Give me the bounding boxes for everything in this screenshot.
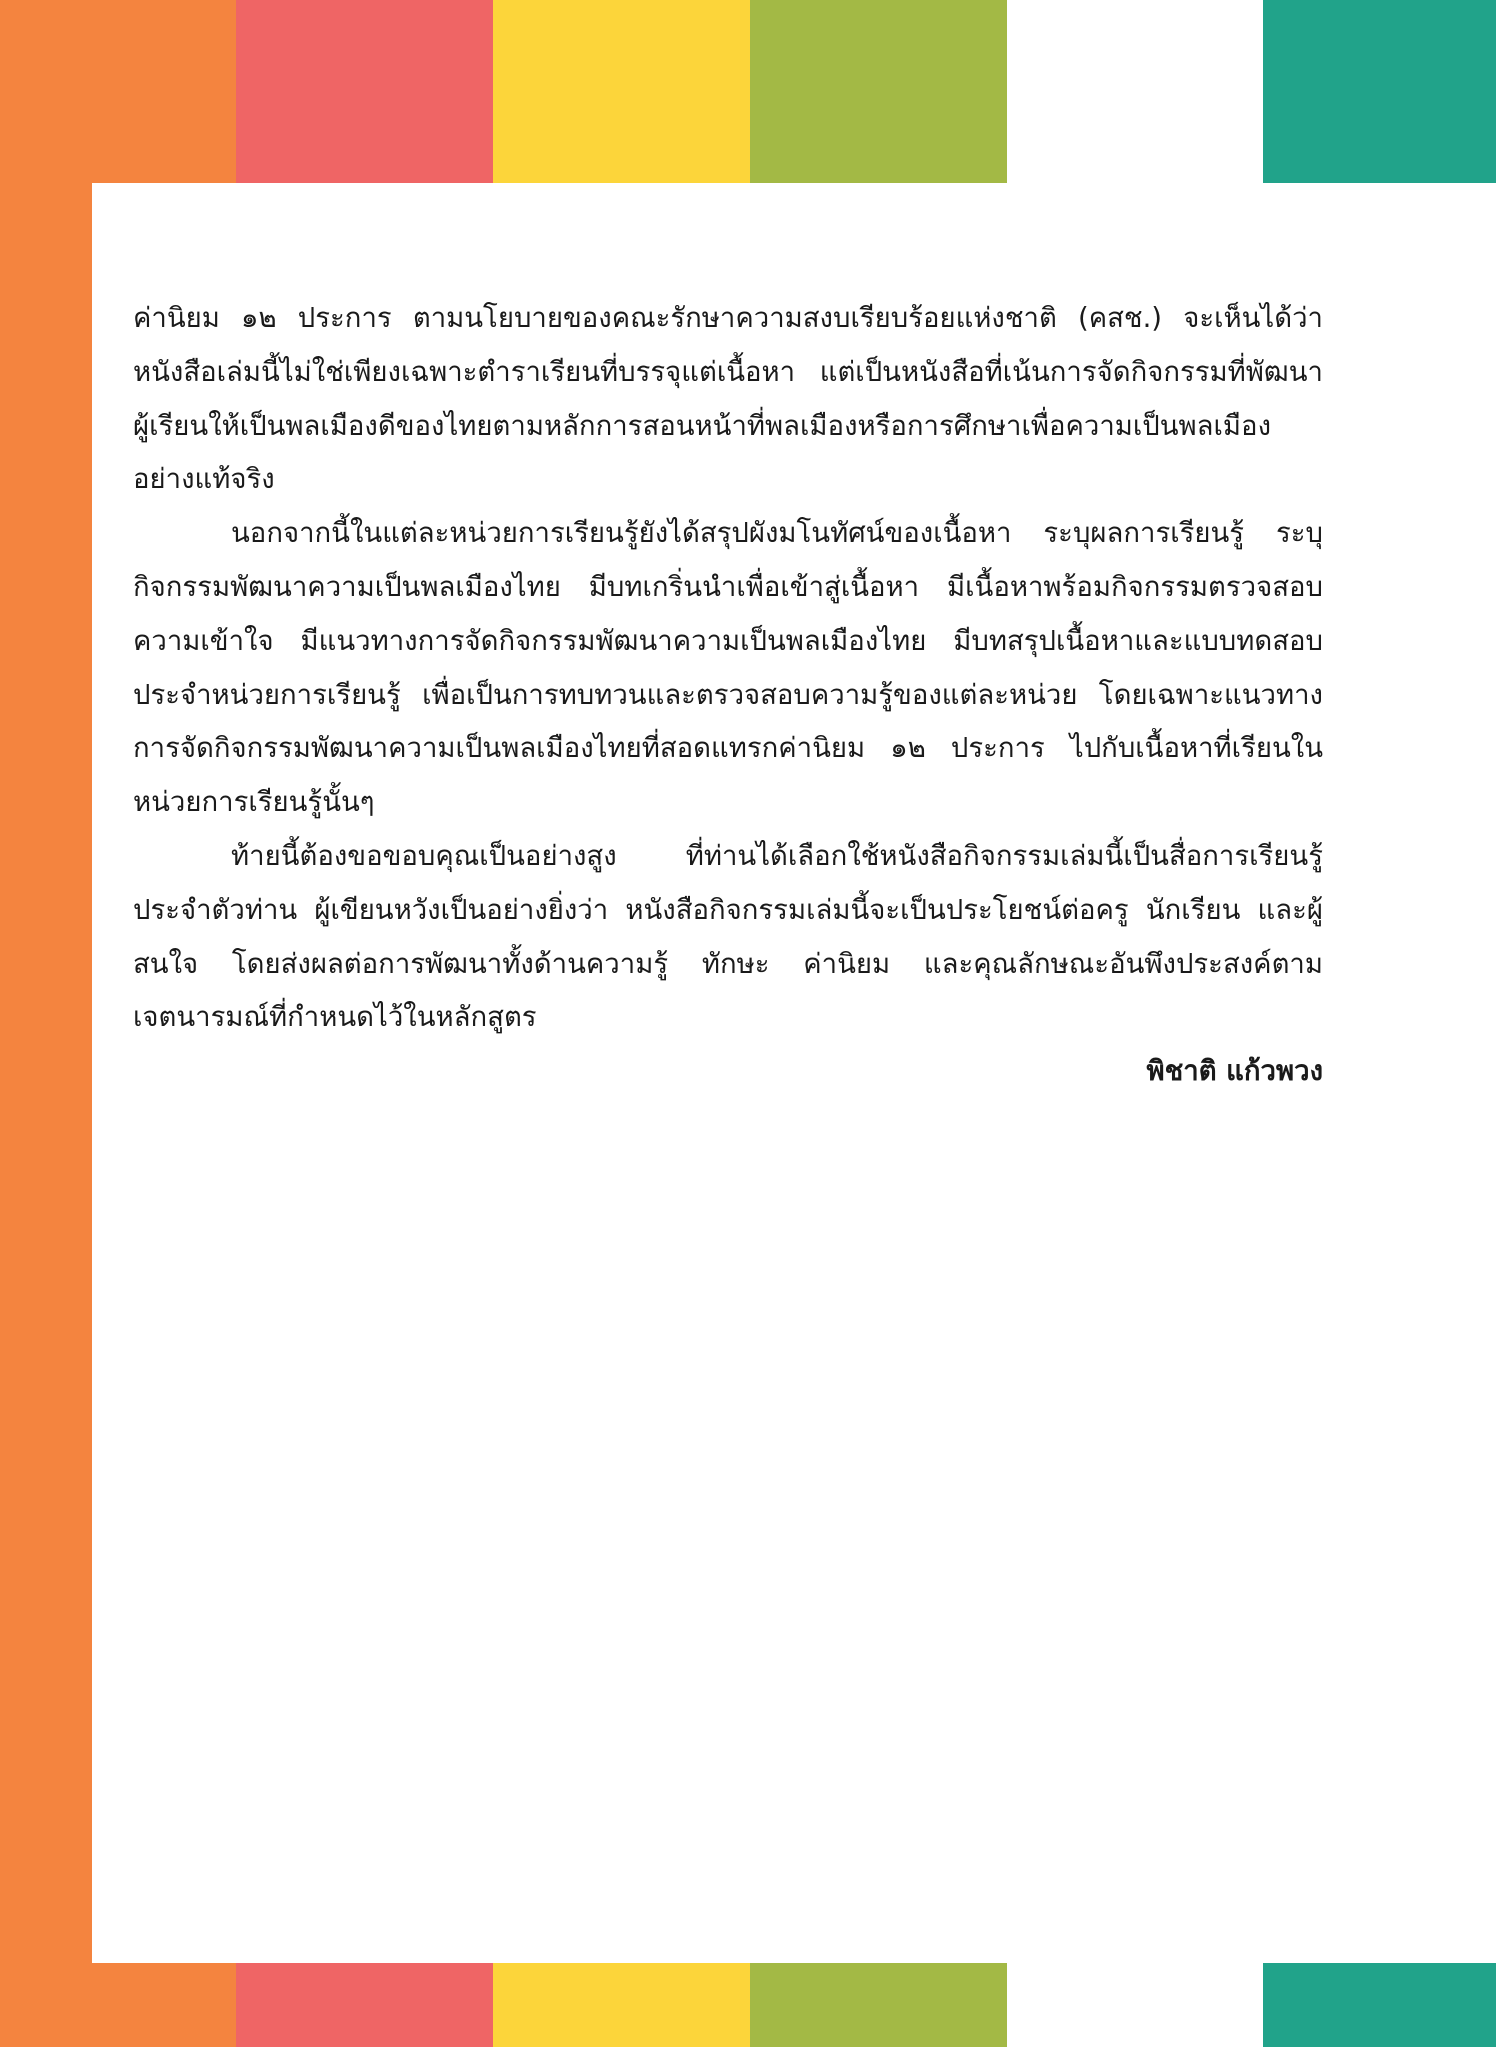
top-stripe-green	[750, 0, 1007, 183]
paragraph-2: นอกจากนี้ในแต่ละหน่วยการเรียนรู้ยังได้สรุปผังมโนทัศน์ของเนื้อหา ระบุผลการเรียนรู้ ระบุกิจกรรมพัฒนาความเป็นพลเมืองไทย มีบทเกริ่นนำเพื่อเข้าสู่เนื้อหา มีเนื้อหาพร้อมกิจกรรมตรวจสอบความเข้าใจ มีแนวทางการจัดกิจกรรมพัฒนาความเป็นพลเมืองไทย มีบทสรุปเนื้อหาและแบบทดสอบประจำหน่วยการเรียนรู้ เพื่อเป็นการทบทวนและตรวจสอบความรู้ของแต่ละหน่วย โดยเฉพาะแนวทางการจัดกิจกรรมพัฒนาความเป็นพลเมืองไทยที่สอดแทรกค่านิยม ๑๒ ประการ ไปกับเนื้อหาที่เรียนในหน่วยการเรียนรู้นั้นๆ	[133, 517, 1323, 819]
bottom-stripe-teal	[1263, 1963, 1496, 2047]
document-body	[133, 292, 1323, 1099]
top-stripe-white	[1007, 0, 1263, 183]
top-stripe-teal	[1263, 0, 1496, 183]
bottom-stripe-white	[1007, 1963, 1263, 2047]
left-orange-bar	[0, 0, 92, 2047]
bottom-stripe-yellow	[493, 1963, 750, 2047]
top-stripe-pink	[236, 0, 493, 183]
bottom-stripe-pink	[236, 1963, 493, 2047]
bottom-stripe-green	[750, 1963, 1007, 2047]
top-stripe-yellow	[493, 0, 750, 183]
paragraph-1: ค่านิยม ๑๒ ประการ ตามนโยบายของคณะรักษาความสงบเรียบร้อยแห่งชาติ (คสช.) จะเห็นได้ว่าหนังสือเล่มนี้ไม่ใช่เพียงเฉพาะตำราเรียนที่บรรจุแต่เนื้อหา แต่เป็นหนังสือที่เน้นการจัดกิจกรรมที่พัฒนาผู้เรียนให้เป็นพลเมืองดีของไทยตามหลักการสอนหน้าที่พลเมืองหรือการศึกษาเพื่อความเป็นพลเมืองอย่างแท้จริง	[133, 302, 1323, 496]
paragraph-3: ท้ายนี้ต้องขอขอบคุณเป็นอย่างสูง ที่ท่านได้เลือกใช้หนังสือกิจกรรมเล่มนี้เป็นสื่อการเรียนรู้ประจำตัวท่าน ผู้เขียนหวังเป็นอย่างยิ่งว่า หนังสือกิจกรรมเล่มนี้จะเป็นประโยชน์ต่อครู นักเรียน และผู้สนใจ โดยส่งผลต่อการพัฒนาทั้งด้านความรู้ ทักษะ ค่านิยม และคุณลักษณะอันพึงประสงค์ตามเจตนารมณ์ที่กำหนดไว้ในหลักสูตร	[133, 839, 1323, 1034]
author-signature: พิชาติ แก้วพวง	[1146, 1055, 1323, 1088]
